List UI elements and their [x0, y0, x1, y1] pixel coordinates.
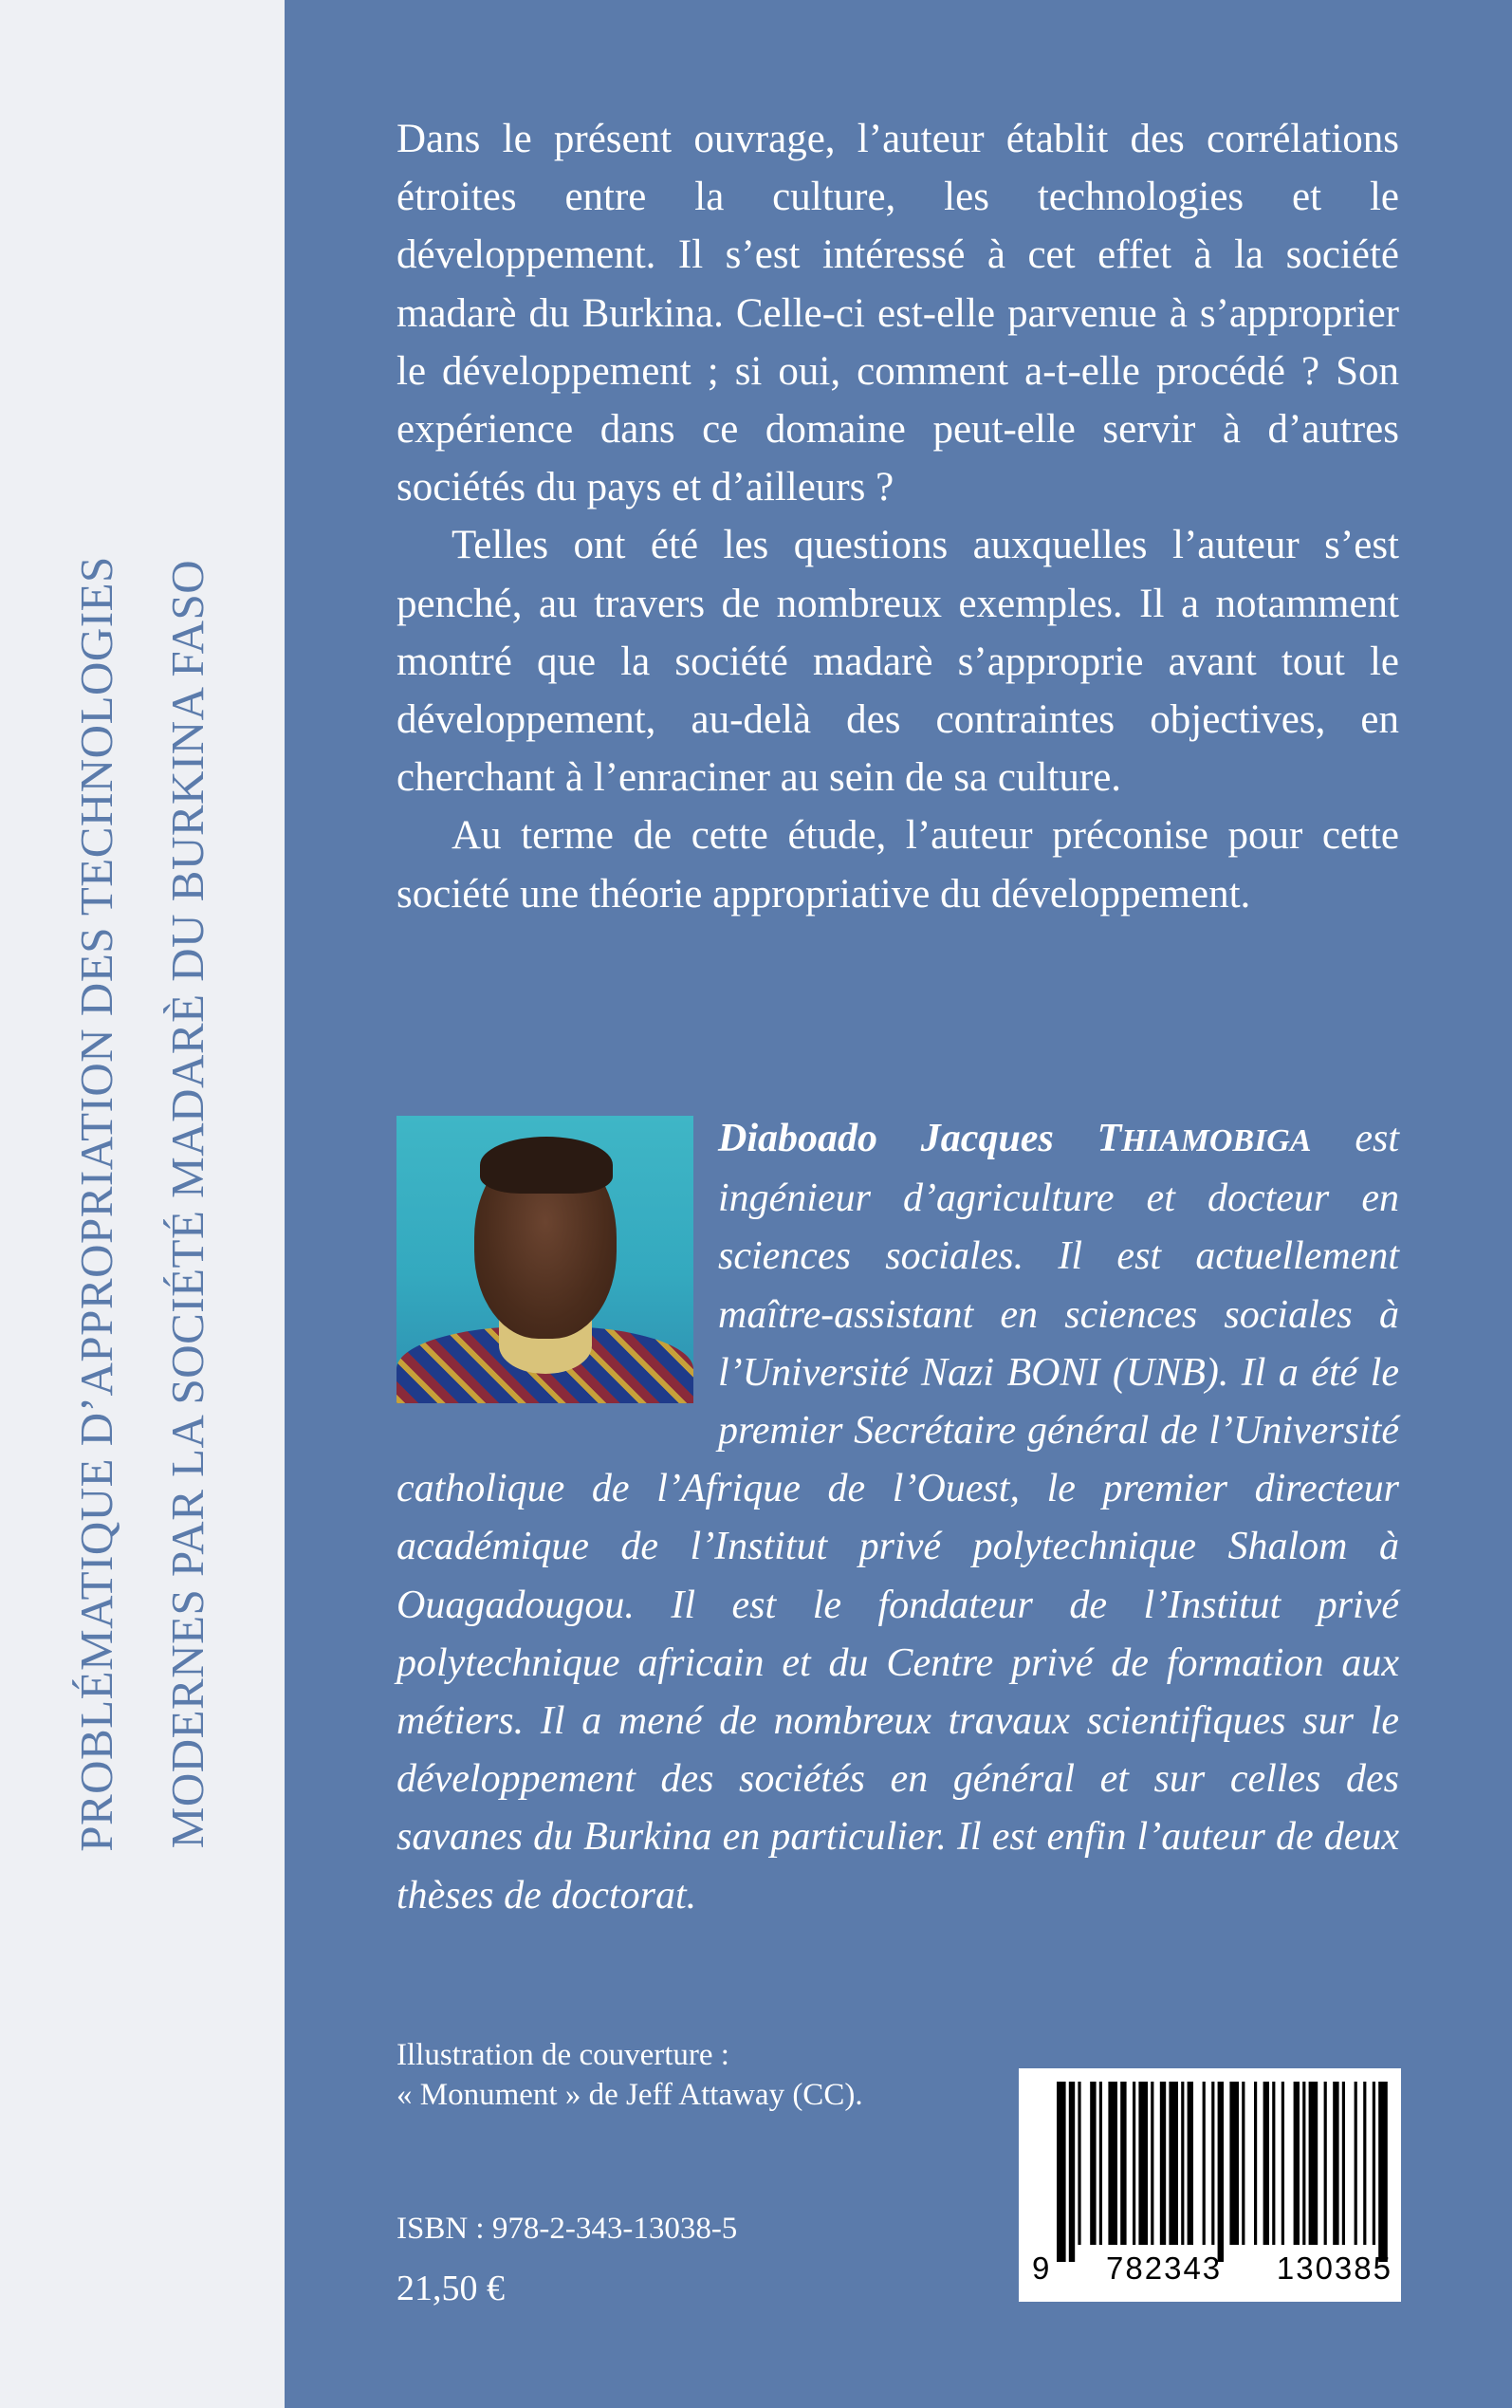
barcode-bar — [1254, 2082, 1257, 2245]
barcode-bar — [1333, 2082, 1338, 2245]
book-spine — [0, 0, 285, 2408]
barcode-bar — [1302, 2082, 1305, 2245]
barcode-bar — [1242, 2082, 1245, 2245]
barcode-digit-group-2: 130385 — [1276, 2251, 1392, 2286]
barcode-bar — [1181, 2082, 1184, 2245]
barcode-bar — [1272, 2082, 1275, 2245]
barcode-bar — [1188, 2082, 1193, 2245]
barcode-bar — [1133, 2082, 1135, 2245]
barcode-bar — [1355, 2082, 1357, 2245]
barcode-digits — [1032, 2251, 1392, 2287]
isbn-number: ISBN : 978-2-343-13038-5 — [396, 2212, 738, 2246]
barcode-bar — [1160, 2082, 1166, 2245]
barcode-bar — [1378, 2082, 1388, 2262]
barcode-digit-group-1: 782343 — [1106, 2251, 1223, 2286]
barcode-bar — [1218, 2082, 1224, 2262]
barcode — [1019, 2068, 1401, 2302]
author-photo — [396, 1116, 693, 1403]
credit-line-1: Illustration de couverture : — [396, 2038, 729, 2072]
barcode-bar — [1229, 2082, 1239, 2245]
cover-illustration-credit — [396, 2035, 947, 2115]
barcode-bar — [1151, 2082, 1153, 2245]
spine-title-line-1: PROBLÉMATIQUE D’APPROPRIATION DES TECHNOLOGIES — [70, 556, 122, 1852]
credit-line-2: « Monument » de Jeff Attaway (CC). — [396, 2078, 863, 2112]
barcode-bar — [1324, 2082, 1327, 2245]
barcode-bar — [1282, 2082, 1284, 2245]
book-summary — [396, 110, 1399, 923]
barcode-bar — [1078, 2082, 1080, 2245]
spine-title-line-2: MODERNES PAR LA SOCIÉTÉ MADARÈ DU BURKINA FASO — [161, 559, 213, 1849]
summary-paragraph-3: Au terme de cette étude, l’auteur préconise pour cette société une théorie appropriative du développement. — [396, 813, 1399, 917]
barcode-bar — [1099, 2082, 1102, 2245]
summary-paragraph-1: Dans le présent ouvrage, l’auteur établit des corrélations étroites entre la culture, les technologies et le développement. Il s’est intéressé à cet effet à la société madarè du Burkina. Celle-ci est-elle parvenue à s’approprier le développement ; si oui, comment a-t-elle procédé ? Son expérience dans ce domaine peut-elle servir à d’autres sociétés du pays et d’ailleurs ? — [396, 117, 1399, 510]
barcode-bar — [1108, 2082, 1117, 2245]
author-name: Diaboado Jacques THIAMOBIGA — [718, 1117, 1312, 1160]
barcode-digit-prefix: 9 — [1032, 2251, 1052, 2286]
barcode-bar — [1342, 2082, 1345, 2245]
barcode-bar — [1057, 2082, 1066, 2262]
summary-paragraph-2: Telles ont été les questions auxquelles l’auteur s’est penché, au travers de nombreux exemples. Il a notamment montré que la société madarè s’approprie avant tout le développement, au-delà des contraintes objectives, en cherchant à l’enraciner au sein de sa culture. — [396, 523, 1399, 801]
barcode-bar — [1363, 2082, 1366, 2245]
barcode-bar — [1294, 2082, 1300, 2245]
spine-title — [51, 160, 233, 2248]
author-biography — [396, 1110, 1399, 1925]
barcode-bar — [1069, 2082, 1075, 2262]
author-bio-text: est ingénieur d’agriculture et docteur en sciences sociales. Il est actuellement maître-assistant en sciences sociales à l’Université Nazi BONI (UNB). Il a été le premier Secrétaire général de l’Université catholique de l’Afrique de l’Ouest, le premier directeur académique de l’Institut privé polytechnique Shalom à Ouagadougou. Il est le fondateur de l’Institut privé polytechnique africain et du Centre privé de formation aux métiers. Il a mené de nombreux travaux scientifiques sur le développement des sociétés en général et sur celles des savanes du Burkina en particulier. Il est enfin l’auteur de deux thèses de doctorat. — [396, 1117, 1399, 1917]
barcode-bar — [1373, 2082, 1375, 2245]
barcode-bar — [1169, 2082, 1178, 2245]
barcode-bar — [1263, 2082, 1269, 2245]
price-label: 21,50 € — [396, 2269, 505, 2308]
barcode-bar — [1120, 2082, 1126, 2245]
barcode-bar — [1309, 2082, 1318, 2245]
barcode-bar — [1211, 2082, 1214, 2245]
barcode-bar — [1138, 2082, 1148, 2245]
barcode-bar — [1090, 2082, 1096, 2245]
barcode-bar — [1203, 2082, 1206, 2245]
